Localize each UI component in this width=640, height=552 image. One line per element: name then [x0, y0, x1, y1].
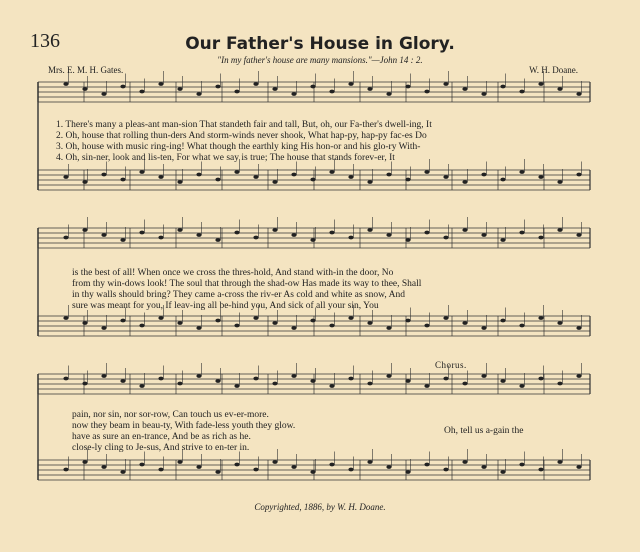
lyric-line: 1. There's many a pleas-ant man-sion That standeth fair and tall, But, oh, our Fa-ther's dwell-ing, It — [56, 120, 432, 130]
chorus-lyric: Oh, tell us a-gain the — [444, 426, 524, 436]
lyric-line: sure was meant for you, If leav-ing all be-hind you, And sick of all your sin, You — [72, 301, 379, 311]
scripture-epigraph: "In my father's house are many mansions."—John 14 : 2. — [217, 55, 423, 65]
lyric-line: now they beam in beau-ty, With fade-less youth they glow. — [72, 421, 296, 431]
lyric-line: close-ly cling to Je-sus, And strive to en-ter in. — [72, 443, 250, 453]
lyric-line: from thy win-dows look! The soul that through the shad-ow Has made its way to thee, Shall — [72, 279, 422, 289]
lyric-line: pain, nor sin, nor sor-row, Can touch us ev-er-more. — [72, 410, 269, 420]
page-number: 136 — [30, 30, 60, 52]
chorus-label: Chorus. — [435, 360, 467, 370]
lyric-line: is the best of all! When once we cross the thres-hold, And stand with-in the door, No — [72, 268, 394, 278]
lyric-line: 3. Oh, house with music ring-ing! What though the earthly king His hon-or and his glo-ry With- — [56, 142, 421, 152]
copyright-notice: Copyrighted, 1886, by W. H. Doane. — [254, 502, 386, 512]
lyric-line: 4. Oh, sin-ner, look and lis-ten, For what we say is true; The house that stands forev-er, It — [56, 153, 395, 163]
hymn-title: Our Father's House in Glory. — [185, 34, 455, 54]
lyric-line: have as sure an en-trance, And be as rich as he. — [72, 432, 251, 442]
lyric-line: in thy walls should bring? They came a-cross the riv-er As cold and white as snow, And — [72, 290, 405, 300]
composer-credit: W. H. Doane. — [529, 65, 578, 75]
author-credit: Mrs. E. M. H. Gates. — [48, 65, 124, 75]
lyric-line: 2. Oh, house that rolling thun-ders And storm-winds never shook, What hap-py, hap-py fac-es Do — [56, 131, 427, 141]
